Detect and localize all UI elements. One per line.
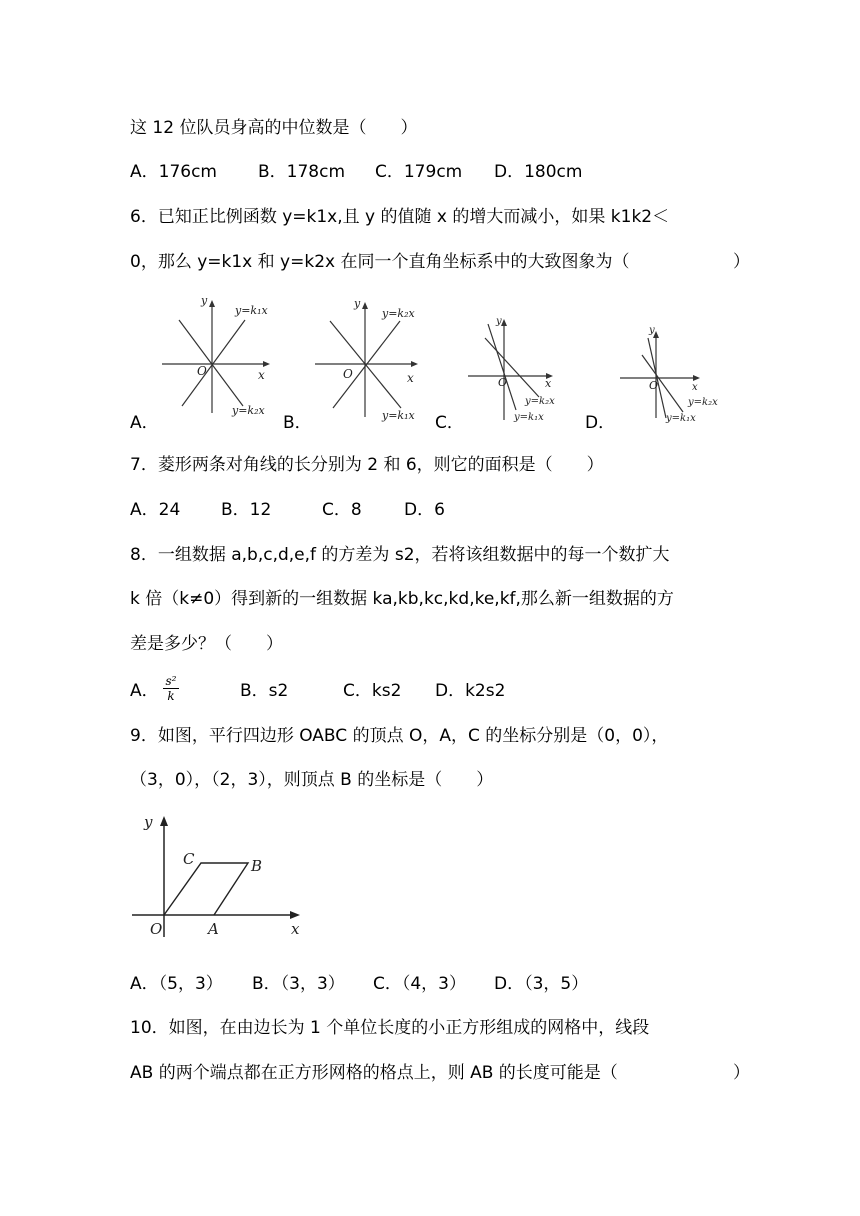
q6-option-a: A． xyxy=(130,413,159,433)
q8-stem-line2: k 倍（k≠0）得到新的一组数据 ka,kb,kc,kd,ke,kf,那么新一组数据的方 xyxy=(130,589,674,609)
q5-stem: 这 12 位队员身高的中位数是（ ） xyxy=(130,118,418,138)
q6d-origin-label: O xyxy=(649,379,659,392)
q6-stem-line1: 6．已知正比例函数 y=k1x,且 y 的值随 x 的增大而减小，如果 k1k2＜ xyxy=(130,207,670,227)
q6c-k1-label: y=k₁x xyxy=(514,412,544,423)
q6d-k1-label: y=k₁x xyxy=(666,413,696,424)
q6-option-b: B． xyxy=(283,413,312,433)
q6a-k2-label: y=k₂x xyxy=(232,404,265,417)
q7-option-a: A．24 xyxy=(130,500,181,520)
q9-b-label: B xyxy=(251,857,263,875)
q9-origin-label: O xyxy=(150,920,163,938)
q6b-k2-label: y=k₂x xyxy=(382,307,415,320)
q8-stem-line1: 8．一组数据 a,b,c,d,e,f 的方差为 s2，若将该组数据中的每一个数扩大 xyxy=(130,545,670,565)
q10-stem-line1: 10．如图，在由边长为 1 个单位长度的小正方形组成的网格中，线段 xyxy=(130,1018,650,1038)
q9-option-c: C．（4，3） xyxy=(373,974,467,994)
q6d-k2-label: y=k₂x xyxy=(688,397,718,408)
q5-option-b: B．178cm xyxy=(258,162,346,182)
q6c-y-label: y xyxy=(496,316,502,327)
q6a-origin-label: O xyxy=(197,364,207,378)
q6c-k2-label: y=k₂x xyxy=(525,396,555,407)
q6b-y-label: y xyxy=(354,297,361,310)
q7-option-b: B．12 xyxy=(221,500,272,520)
q9-x-label: x xyxy=(291,920,300,938)
q6d-y-label: y xyxy=(649,325,655,336)
q8-stem-line3: 差是多少？（ ） xyxy=(130,634,283,654)
q7-stem: 7．菱形两条对角线的长分别为 2 和 6，则它的面积是（ ） xyxy=(130,455,604,475)
q6a-k1-label: y=k₁x xyxy=(235,304,268,317)
q6b-k1-label: y=k₁x xyxy=(382,409,415,422)
q9-stem-line1: 9．如图，平行四边形 OABC 的顶点 O，A，C 的坐标分别是（0，0）， xyxy=(130,726,669,746)
q8-option-a-fraction xyxy=(160,674,182,703)
q10-stem-paren: ） xyxy=(733,1063,750,1083)
q9-stem-line2: （3，0），（2，3），则顶点 B 的坐标是（ ） xyxy=(130,770,494,790)
q6b-x-label: x xyxy=(407,371,414,385)
q6a-y-label: y xyxy=(201,294,208,307)
q6-stem-line2: 0，那么 y=k1x 和 y=k2x 在同一个直角坐标系中的大致图象为（ xyxy=(130,252,630,272)
q9-option-a: A．（5，3） xyxy=(130,974,223,994)
q6-graph-b xyxy=(313,293,438,423)
q6c-x-label: x xyxy=(545,377,552,390)
q5-option-d: D．180cm xyxy=(494,162,583,182)
q6c-origin-label: O xyxy=(498,376,508,389)
q7-option-c: C．8 xyxy=(322,500,362,520)
q6-option-c: C． xyxy=(435,413,464,433)
q9-y-label: y xyxy=(144,813,153,831)
q6-graph-a xyxy=(160,293,280,423)
q6-graph-c xyxy=(466,312,586,424)
q8-option-b: B．s2 xyxy=(240,681,289,701)
q6a-x-label: x xyxy=(258,368,265,382)
q9-parallelogram-figure xyxy=(130,812,310,940)
q5-option-a: A．176cm xyxy=(130,162,217,182)
q5-option-c: C．179cm xyxy=(375,162,463,182)
q6b-origin-label: O xyxy=(343,367,353,381)
q9-c-label: C xyxy=(183,850,195,868)
q10-stem-line2: AB 的两个端点都在正方形网格的格点上，则 AB 的长度可能是（ xyxy=(130,1063,618,1083)
q6-graph-d xyxy=(618,318,738,426)
q6-stem-paren: ） xyxy=(733,252,750,272)
q8-fraction-denominator: k xyxy=(167,689,175,703)
q8-fraction-numerator: s² xyxy=(165,674,177,688)
q9-option-d: D．（3，5） xyxy=(494,974,589,994)
q9-option-b: B．（3，3） xyxy=(252,974,345,994)
q7-option-d: D．6 xyxy=(404,500,445,520)
q6-option-d: D． xyxy=(585,413,616,433)
q9-a-label: A xyxy=(208,920,219,938)
q6d-x-label: x xyxy=(692,382,698,393)
q8-option-c: C．ks2 xyxy=(343,681,402,701)
q8-option-a-label: A． xyxy=(130,681,159,701)
q8-option-d: D．k2s2 xyxy=(435,681,506,701)
